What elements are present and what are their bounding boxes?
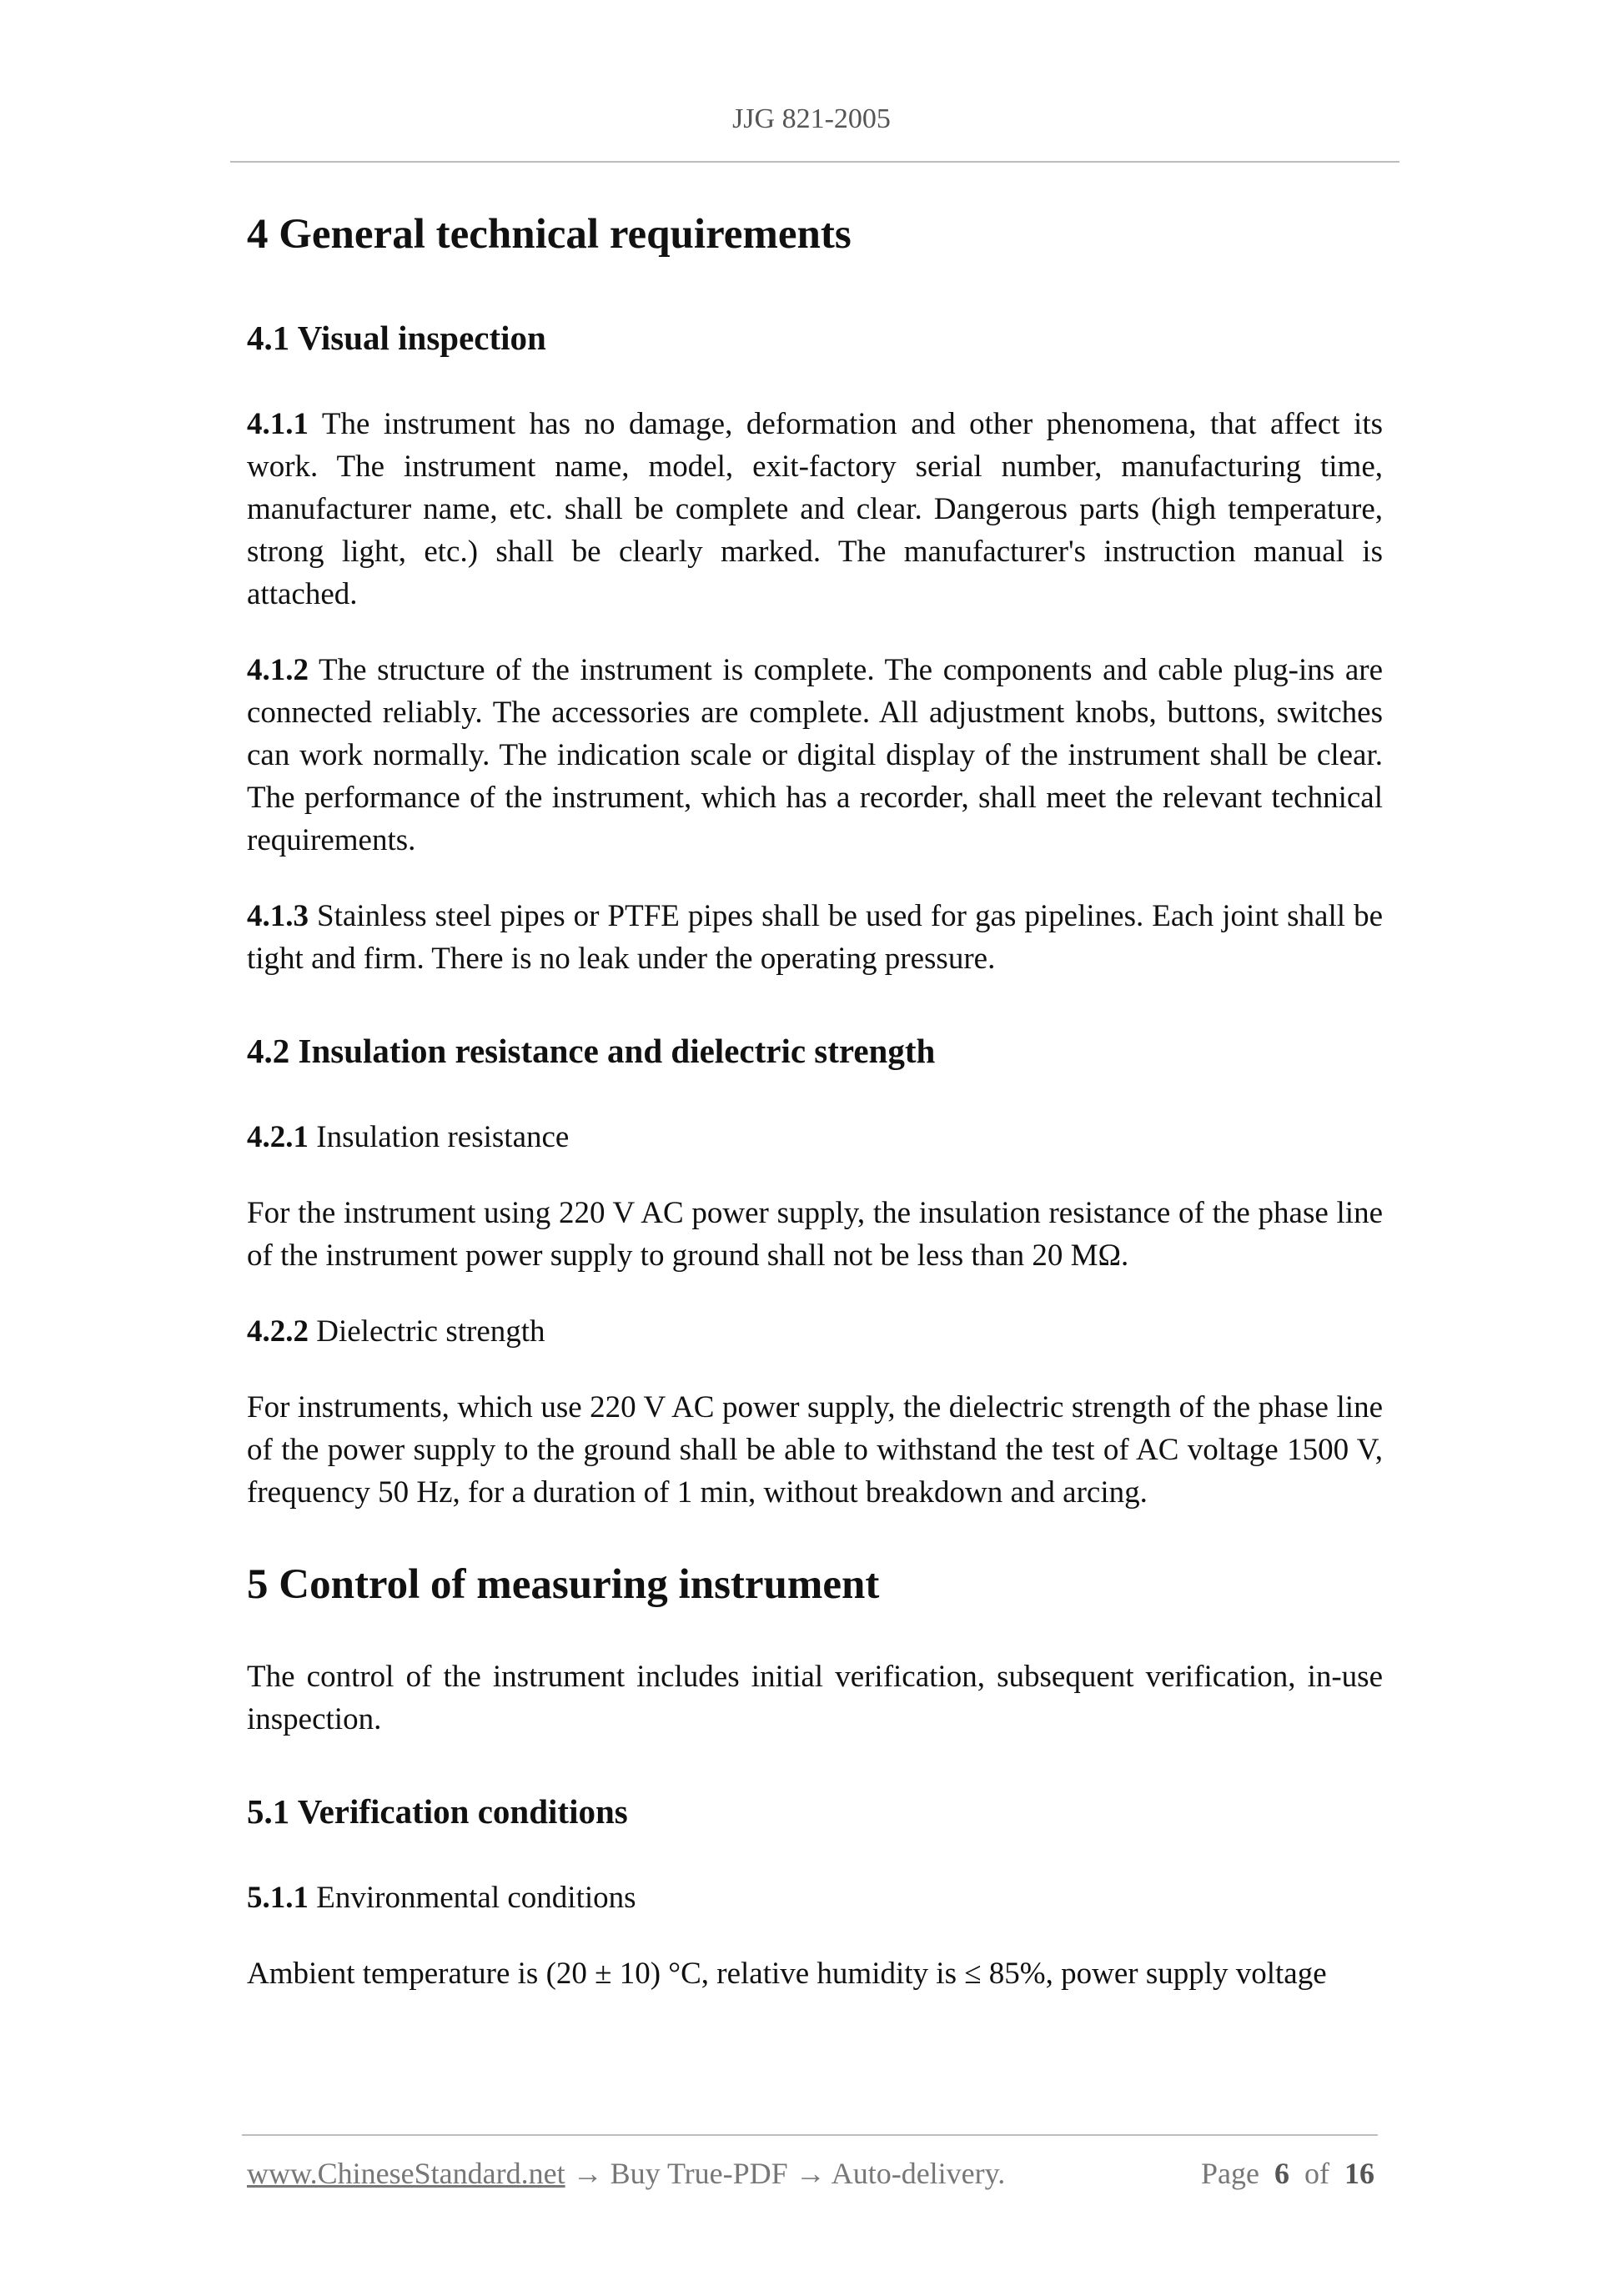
clause-number: 4.1.1 bbox=[247, 407, 309, 441]
clause-text: Environmental conditions bbox=[309, 1881, 636, 1916]
clause-number: 4.1.3 bbox=[247, 899, 309, 933]
clause-number: 4.2.1 bbox=[247, 1120, 309, 1155]
clause-text: The structure of the instrument is complete. The components and cable plug-ins are connected reliably. The accessories are complete. All adjustment knobs, buttons, switches can work normally. The indication scale or digital display of the instrument shall be clear. The performance of the instrument, which has a recorder, shall meet the relevant technical requirements. bbox=[247, 653, 1383, 857]
clause-5-1-1 bbox=[247, 1876, 1383, 1919]
arrow-right-icon: → bbox=[565, 2157, 611, 2190]
page-current: 6 bbox=[1274, 2157, 1289, 2190]
arrow-right-icon: → bbox=[787, 2157, 832, 2190]
page-word: Page bbox=[1201, 2157, 1259, 2190]
delivery-text: Auto-delivery. bbox=[831, 2157, 1006, 2190]
clause-4-2-1-body: For the instrument using 220 V AC power supply, the insulation resistance of the phase line of the instrument power supply to ground shall not be less than 20 MΩ. bbox=[247, 1196, 1383, 1274]
clause-4-1-2 bbox=[247, 649, 1383, 862]
website-link[interactable]: www.ChineseStandard.net bbox=[247, 2157, 565, 2190]
clause-4-1-3 bbox=[247, 895, 1383, 980]
clause-number: 4.1.2 bbox=[247, 653, 309, 687]
page-content bbox=[247, 208, 1383, 1995]
clause-5-1-1-body: Ambient temperature is (20 ± 10) °C, relative humidity is ≤ 85%, power supply voltage bbox=[247, 1957, 1327, 1992]
clause-4-2-1 bbox=[247, 1116, 1383, 1158]
clause-text: Dielectric strength bbox=[309, 1314, 545, 1349]
section-5-body: The control of the instrument includes initial verification, subsequent verification, in-use inspection. bbox=[247, 1660, 1383, 1736]
clause-4-2-2 bbox=[247, 1310, 1383, 1353]
clause-number: 4.2.2 bbox=[247, 1314, 309, 1349]
section-4-1-heading: 4.1 Visual inspection bbox=[247, 318, 546, 357]
buy-text: Buy True-PDF bbox=[610, 2157, 788, 2190]
page-footer bbox=[247, 2156, 1374, 2191]
of-word: of bbox=[1304, 2157, 1329, 2190]
running-header: JJG 821-2005 bbox=[732, 103, 891, 134]
page-total: 16 bbox=[1344, 2157, 1374, 2190]
footer-divider bbox=[242, 2134, 1378, 2136]
clause-number: 5.1.1 bbox=[247, 1881, 309, 1916]
clause-text: The instrument has no damage, deformation and other phenomena, that affect its work. The instrument name, model, exit-factory serial number, manufacturing time, manufacturer name, etc. shall be complete and clear. Dangerous parts (high temperature, strong light, etc.) shall be clearly marked. The manufacturer's instruction manual is attached. bbox=[247, 407, 1383, 611]
clause-4-2-2-body: For instruments, which use 220 V AC power supply, the dielectric strength of the phase line of the power supply to the ground shall be able to withstand the test of AC voltage 1500 V, frequency 50 Hz, for a duration of 1 min, without breakdown and arcing. bbox=[247, 1390, 1383, 1510]
header-divider bbox=[230, 161, 1399, 163]
section-5-heading: 5 Control of measuring instrument bbox=[247, 1561, 880, 1609]
page-number bbox=[1201, 2156, 1374, 2191]
clause-text: Stainless steel pipes or PTFE pipes shall be used for gas pipelines. Each joint shall be tight and firm. There is no leak under the operating pressure. bbox=[247, 899, 1383, 976]
section-4-heading: 4 General technical requirements bbox=[247, 211, 852, 258]
clause-4-1-1 bbox=[247, 403, 1383, 615]
clause-text: Insulation resistance bbox=[309, 1120, 570, 1155]
section-4-2-heading: 4.2 Insulation resistance and dielectric strength bbox=[247, 1032, 936, 1070]
section-5-1-heading: 5.1 Verification conditions bbox=[247, 1792, 628, 1831]
